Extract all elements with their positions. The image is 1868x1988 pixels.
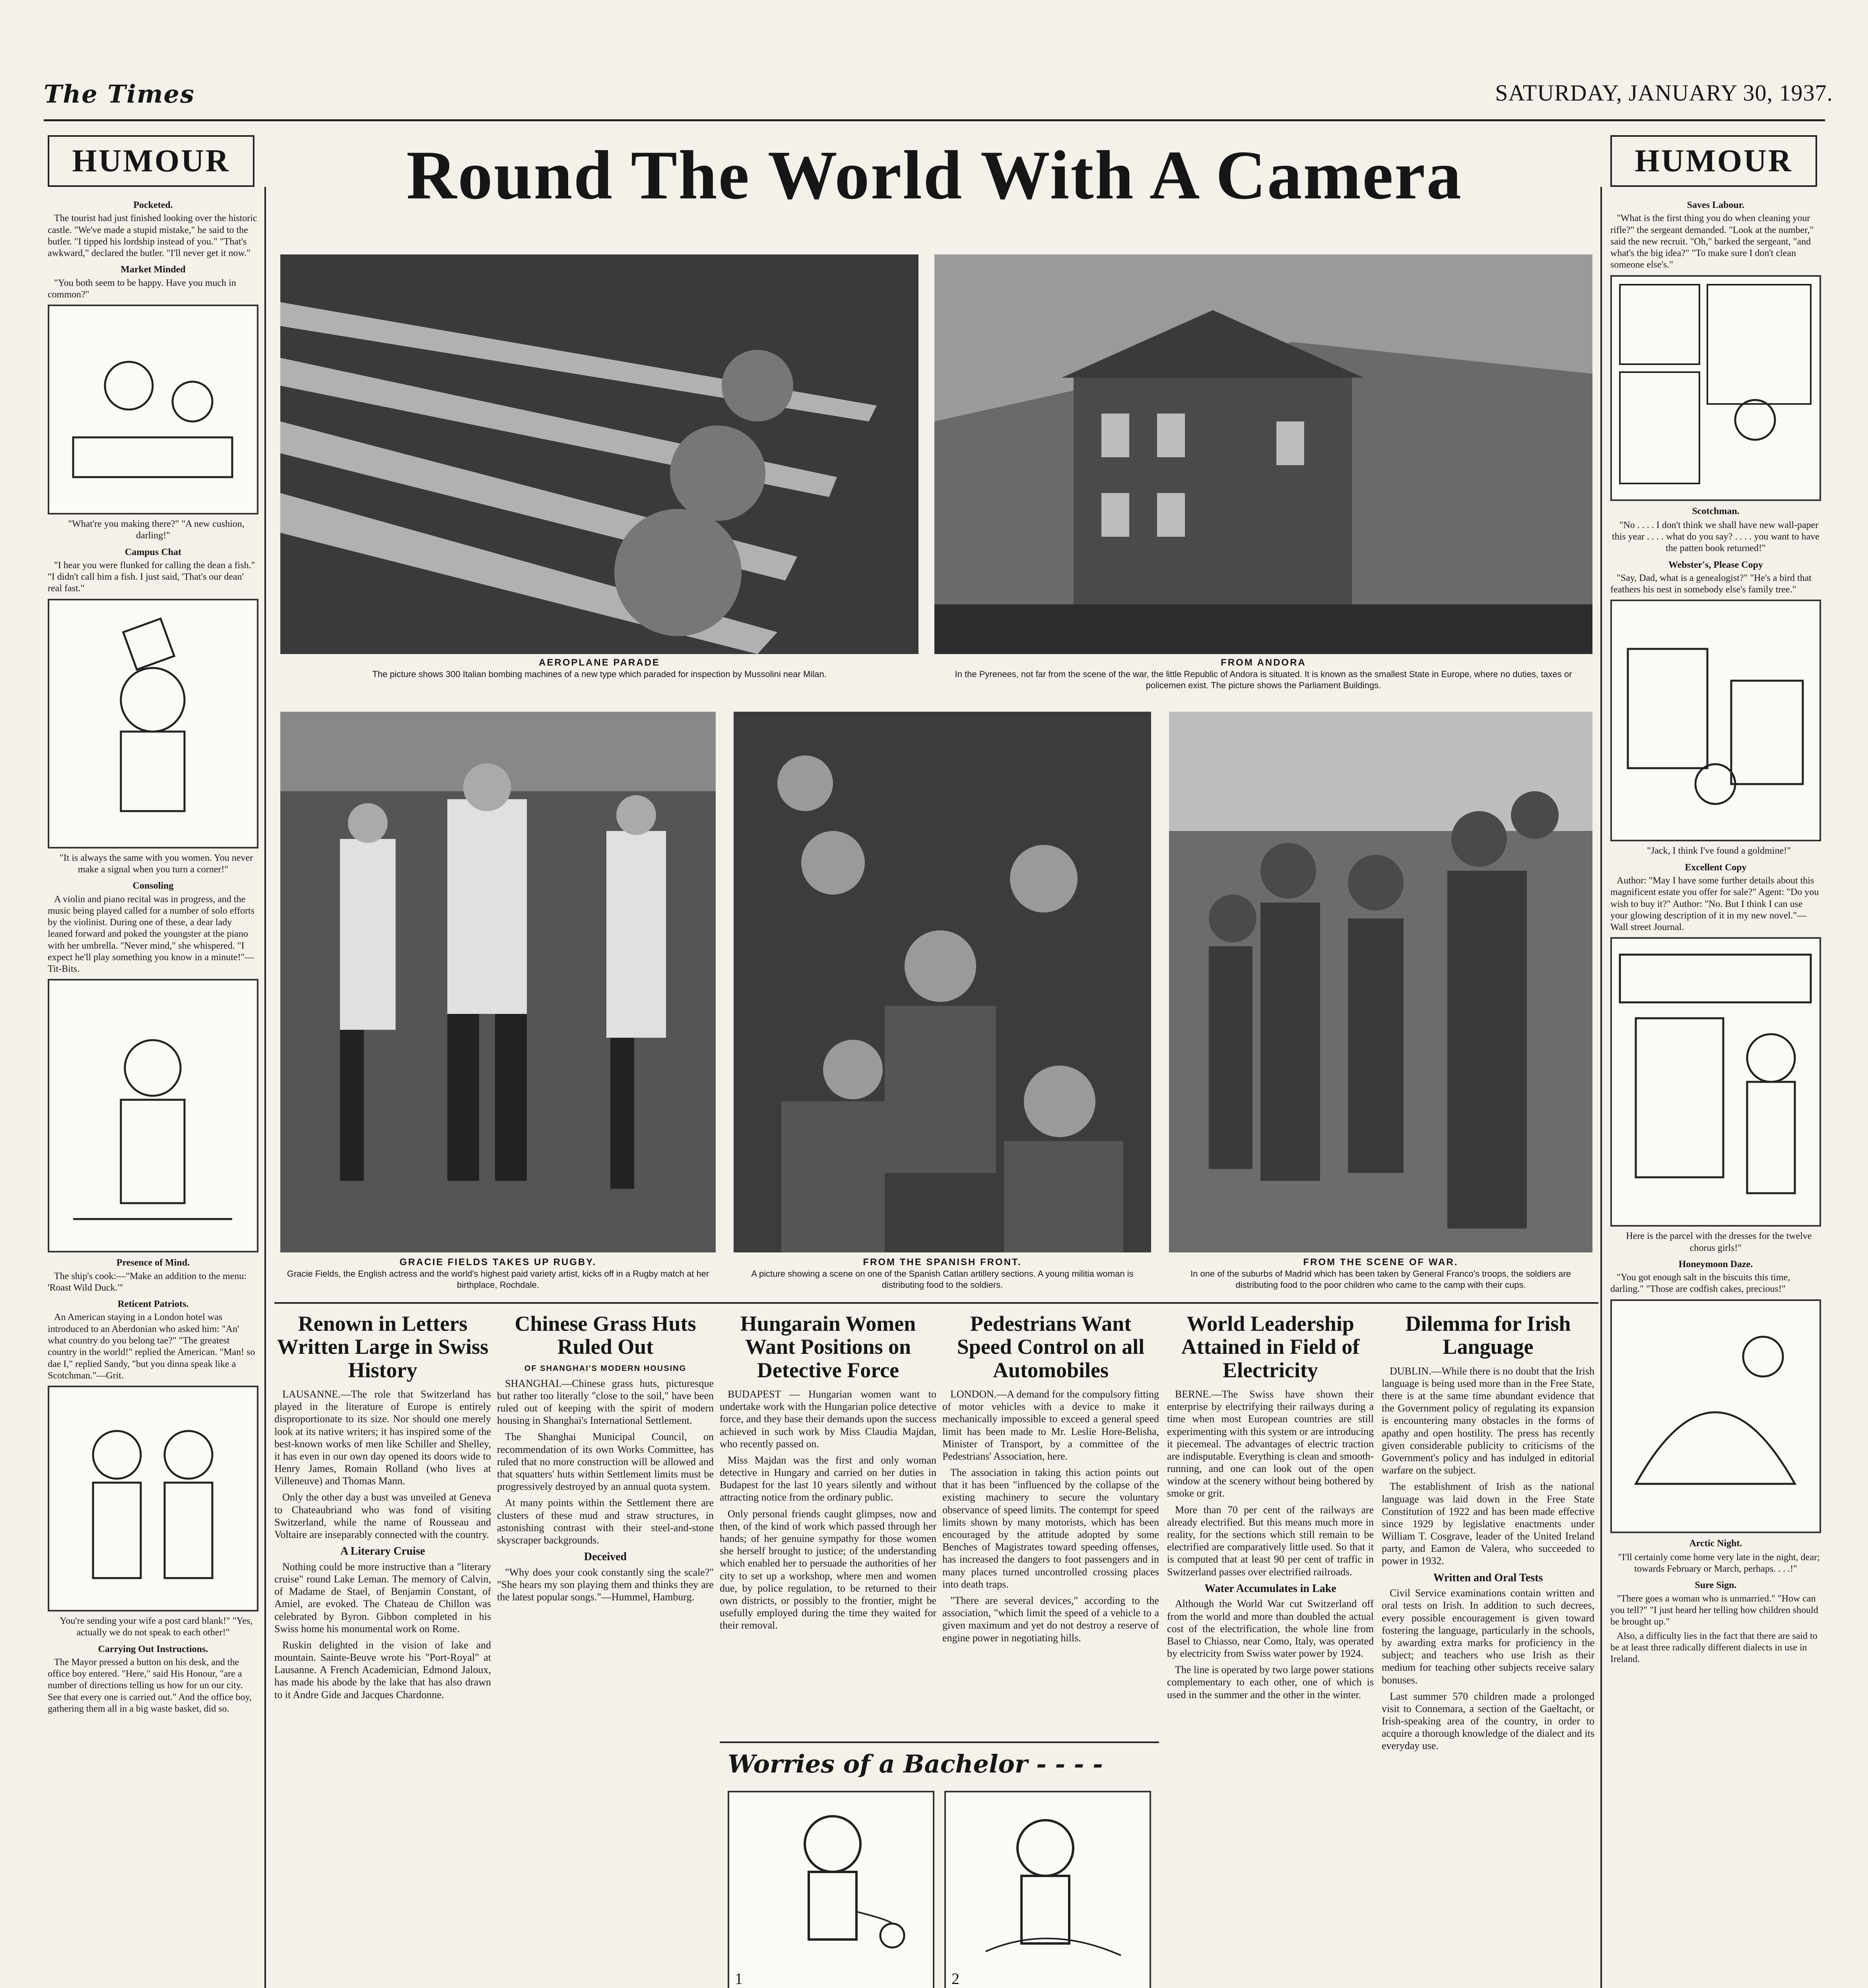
photo-rugby-icon — [280, 712, 716, 1252]
paragraph: BUDAPEST — Hungarian women want to undertake work with the Hungarian police detective force, and they base their demands upon the success achieved in such work by Miss Claudia Majdan, who recently passed on. — [720, 1388, 936, 1450]
joke-text: "What're you making there?" "A new cushion, darling!" — [68, 519, 245, 541]
caption-title: GRACIE FIELDS TAKES UP RUGBY. — [399, 1257, 597, 1268]
joke-title: Webster's, Please Copy — [1668, 559, 1763, 570]
caption-title: AEROPLANE PARADE — [539, 657, 660, 668]
cartoon-wallpaper-icon — [1612, 277, 1819, 496]
photo-spanish-front — [734, 712, 1151, 1252]
cartoon-post-card — [48, 1386, 258, 1611]
joke-text: "Jack, I think I've found a goldmine!" — [1647, 846, 1791, 856]
paragraph: At many points within the Settlement there are clusters of these mud and straw structures, in astonishing contrast with their steel-and-stone skyscraper backgrounds. — [497, 1497, 714, 1546]
cartoon-theatre — [1610, 937, 1821, 1227]
masthead-rule — [44, 119, 1825, 121]
joke-text: "Say, Dad, what is a genealogist?" "He's a bird that feathers his nest in somebody else's family tree." — [1610, 573, 1812, 595]
paragraph: Last summer 570 children made a prolonged visit to Connemara, a section of the Gaeltacht, or Irish-speaking area of the country, in order to acquire a thorough knowledge of the dialect and its everyday use. — [1382, 1690, 1594, 1752]
cartoon-wallpaper — [1610, 275, 1821, 501]
photo-andora — [934, 254, 1592, 654]
humour-column-left — [48, 195, 258, 1988]
article-pedestrians — [942, 1308, 1159, 1738]
joke-text: "No . . . . I don't think we shall have new wall-paper this year . . . . what do you say? . . . . you want to have the patten book returned!" — [1612, 520, 1819, 554]
article-body — [1382, 1365, 1594, 1988]
masthead-date: SATURDAY, JANUARY 30, 1937. — [1495, 80, 1833, 106]
banner-headline: Round The World With A Camera — [406, 136, 1462, 214]
section-label-right: HUMOUR — [1610, 135, 1817, 187]
paragraph: Nothing could be more instructive than a "literary cruise" round Lake Leman. The memory of Calvin, of Madame de Stael, of Benjamin Constant, of Amiel, are evoked. The Chateau de Chillon was celebrated by Byron. Gibbon completed in his Swiss home his monumental work on Rome. — [274, 1561, 491, 1635]
cartoon-igloo-icon — [1612, 1301, 1819, 1528]
caption-body: Gracie Fields, the English actress and the world's highest paid variety artist, kicks off in a Rugby match at her birthplace, Rochdale. — [287, 1269, 709, 1290]
caption-body: A picture showing a scene on one of the Spanish Catlan artillery sections. A young militia woman is distributing food to the soldiers. — [751, 1269, 1134, 1290]
joke-text: You're sending your wife a post card blank!" "Yes, actually we do not speak to each other!" — [60, 1616, 253, 1638]
paragraph: "There are several devices," according to the association, "which limit the speed of a vehicle to a given maximum and yet do not destroy a reserve of engine power in negotiating hills. — [942, 1594, 1159, 1644]
photo-aeroplanes-icon — [280, 254, 918, 654]
cartoon-cook — [48, 979, 258, 1252]
joke-text: The tourist had just finished looking over the historic castle. "We've made a stupid mistake," he said to the butler. "I tipped his lordship instead of you." "That's awkward," declared the butler. "I'll never get it now." — [48, 213, 257, 259]
article-dek: OF SHANGHAI'S MODERN HOUSING — [524, 1364, 687, 1373]
cartoon-signal — [48, 599, 258, 848]
article-electricity — [1167, 1308, 1374, 1988]
photo-children-icon — [1169, 712, 1592, 1252]
article-headline: World Leadership Attained in Field of Electricity — [1181, 1312, 1360, 1382]
joke-title: Honeymoon Daze. — [1678, 1259, 1753, 1270]
panel-number: 2 — [951, 1970, 959, 1988]
joke-title: Campus Chat — [124, 547, 182, 557]
joke-title: Reticent Patriots. — [117, 1299, 189, 1310]
joke-text: A violin and piano recital was in progress, and the music being played called for a number of solo efforts by the violinist. During one of these, a dear lady leaned forward and poked the youngster at the piano with her umbrella. "Never mind," she whispered. "I expect he'll play something you know in a minute!"—Tit-Bits. — [48, 894, 255, 975]
panel-number: 1 — [735, 1970, 743, 1988]
article-body — [942, 1388, 1159, 1730]
article-body — [497, 1377, 714, 1988]
joke-text: "You got enough salt in the biscuits this time, darling." "Those are codfish cakes, precious!" — [1610, 1272, 1790, 1295]
article-irish-language — [1382, 1308, 1594, 1988]
caption-andora — [934, 657, 1592, 689]
masthead-paper: The Times — [44, 80, 195, 109]
section-label-left: HUMOUR — [48, 135, 254, 187]
photo-gracie-fields — [280, 712, 716, 1252]
paragraph: The line is operated by two large power stations complementary to each other, one of which is used in the summer and the other in the winter. — [1167, 1664, 1374, 1701]
joke-text: The Mayor pressed a button on his desk, and the office boy entered. "Here," said His Honour, "are a number of directions telling us how for un our city. See that every one is carried out." And the office boy, gathering them all in a big waste basket, did so. — [48, 1657, 252, 1714]
caption-title: FROM THE SPANISH FRONT. — [863, 1257, 1022, 1268]
comic-panel — [728, 1791, 934, 1988]
cartoon-igloo — [1610, 1299, 1821, 1533]
caption-scene-of-war — [1169, 1256, 1592, 1300]
photo-soldiers-icon — [734, 712, 1151, 1252]
joke-title: Scotchman. — [1692, 506, 1740, 516]
paragraph: Although the World War cut Switzerland off from the world and more than doubled the actual cost of the electrification, the whole line from Basel to Chiasso, near Como, Italy, was operated by electricity from Swiss water power by 1924. — [1167, 1598, 1374, 1660]
joke-text: "I'll certainly come home very late in the night, dear; towards February or March, perhaps. . . .!" — [1618, 1552, 1820, 1574]
paragraph: Only the other day a bust was unveiled at Geneva to Chateaubriand who was fond of visiting Switzerland, while the name of Rousseau and Voltaire are inseparably connected with the country. — [274, 1491, 491, 1540]
caption-body: In one of the suburbs of Madrid which has been taken by General Franco's troops, the soldiers are distributing food to the poor children who came to the camp with their cups. — [1190, 1269, 1571, 1290]
section-rule-articles — [274, 1302, 1598, 1304]
article-headline: Dilemma for Irish Language — [1405, 1312, 1571, 1359]
cartoon-theatre-icon — [1612, 939, 1819, 1222]
photo-aeroplane-parade — [280, 254, 918, 654]
cartoon-bank-icon — [1612, 601, 1819, 837]
comic-title: Worries of a Bachelor - - - - — [728, 1749, 1103, 1778]
paragraph: The Shanghai Municipal Council, on recommendation of its own Works Committee, has ruled that no more construction will be allowed and that squatters' huts within Settlement limits must be progressively destroyed by an annual quota system. — [497, 1431, 714, 1493]
paragraph: The association in taking this action points out that it has been "influenced by the collapse of the existing machinery to secure the voluntary observance of speed limits. The contempt for speed limits shown by many motorists, which has been encouraged by the attitude adopted by some Benches of Magistrates toward speeding offenses, has increased the dangers to foot passengers and in many places turned uncontrolled crossing places into death traps. — [942, 1467, 1159, 1590]
paragraph: DUBLIN.—While there is no doubt that the Irish language is being used more than in the Free State, there is at the same time abundant evidence that the Government policy of regulating its expansion is encountering many obstacles in the forms of apathy and open hostility. The press has recently given considerable publicity to criticisms of the Government's policy and has indulged in editorial warfare on the subject. — [1382, 1365, 1594, 1476]
article-headline: Pedestrians Want Speed Control on all Automobiles — [957, 1312, 1145, 1382]
humour-column-right — [1610, 195, 1821, 1988]
caption-spanish-front — [734, 1256, 1151, 1288]
joke-title: Saves Labour. — [1687, 200, 1745, 210]
article-subhead: A Literary Cruise — [340, 1545, 425, 1558]
joke-title: Pocketed. — [133, 200, 173, 210]
joke-title: Sure Sign. — [1695, 1580, 1737, 1591]
joke-text: Also, a difficulty lies in the fact that there are said to be at least three radically different dialects in use in Ireland. — [1610, 1631, 1818, 1665]
joke-text: "There goes a woman who is unmarried." "How can you tell?" "I just heard her telling how children should be brought up." — [1610, 1593, 1818, 1627]
article-headline: Chinese Grass Huts Ruled Out — [515, 1312, 696, 1359]
article-chinese-grass-huts — [497, 1308, 714, 1988]
paragraph: Ruskin delighted in the vision of lake and mountain. Sainte-Beuve wrote his "Port-Royal" at Lausanne. A French Academician, Edmond Jaloux, has made his abode by the lake that has also drawn to it Andre Gide and Jacques Chardonne. — [274, 1639, 491, 1701]
paragraph: Civil Service examinations contain written and oral tests on Irish. In addition to such decrees, every possible encouragement is given toward fostering the language, particularly in the schools, by awarding extra marks for proficiency in the subject; and teachers who use Irish as their medium for teaching other subjects receive salary bonuses. — [1382, 1587, 1594, 1686]
caption-body: In the Pyrenees, not far from the scene of the war, the little Republic of Andora is situated. It is known as the smallest State in Europe, where no duties, taxes or policemen exist. The picture shows the Parliament Buildings. — [955, 669, 1572, 690]
cartoon-woman-icon — [49, 600, 257, 844]
cartoon-cook-icon — [49, 980, 257, 1248]
joke-title: Excellent Copy — [1685, 862, 1747, 873]
article-subhead: Written and Oral Tests — [1433, 1571, 1543, 1584]
joke-text: Here is the parcel with the dresses for the twelve chorus girls!" — [1626, 1231, 1812, 1253]
joke-text: Author: "May I have some further details about this magnificent estate you offer for sale?" Agent: "Do you wish to buy it?" Author: "No. But I think I can use your glowing description of it in my new novel."—Wall street Journal. — [1610, 875, 1819, 933]
joke-text: "I hear you were flunked for calling the dean a fish." "I didn't call him a fish. I just said, 'That's our dean' real fast." — [48, 560, 255, 594]
caption-body: The picture shows 300 Italian bombing machines of a new type which paraded for inspection by Mussolini near Milan. — [372, 669, 827, 679]
caption-aeroplane-parade — [280, 657, 918, 689]
cartoon-couple-icon — [49, 306, 257, 510]
paragraph: LAUSANNE.—The role that Switzerland has played in the literature of Europe is entirely disproportionate to its size. Nor should one merely look at its native writers; it has inspired some of the best-known works of men like Schiller and Shelley, it has even in our own day opened its doors wide to Henry James, Romain Rolland (who lives at Villeneuve) and Thomas Mann. — [274, 1388, 491, 1487]
bachelor-figure-icon — [946, 1792, 1150, 1967]
cartoon-two-men-icon — [49, 1387, 257, 1607]
article-headline: Renown in Letters Written Large in Swiss History — [277, 1312, 489, 1382]
article-body — [720, 1388, 936, 1730]
cartoon-cushion — [48, 305, 258, 514]
paragraph: More than 70 per cent of the railways are already electrified. But this means much more in reality, for the sections which still remain to be electrified are comparatively little used. So that it is computed that at least 90 per cent of traffic in Switzerland passes over electrified railroads. — [1167, 1504, 1374, 1578]
article-swiss-letters — [274, 1308, 491, 1988]
joke-text: "You both seem to be happy. Have you much in common?" — [48, 278, 236, 300]
column-rule-left — [264, 187, 266, 1988]
paragraph: BERNE.—The Swiss have shown their enterprise by electrifying their railways during a time when most European countries are still experimenting with this system or are introducing it piecemeal. The advantages of electric traction are indisputable. Everything is clean and smooth-running, and one can look out of the open window at the scenery without being bothered by smoke or grit. — [1167, 1388, 1374, 1499]
paragraph: The establishment of Irish as the national language was laid down in the Free State Constitution of 1922 and has been made effective since 1929 by legislative enactments under William T. Cosgrave, leader of the United Ireland party, and Eamon de Valera, who succeeded to power in 1932. — [1382, 1481, 1594, 1567]
caption-title: FROM ANDORA — [1221, 657, 1306, 668]
joke-title: Arctic Night. — [1689, 1538, 1742, 1549]
article-subhead: Deceived — [584, 1551, 627, 1563]
joke-text: An American staying in a London hotel was introduced to an Aberdonian who asked him: "An' what country do you belong tae?" "The greatest country in the world!" replied the American. "Man! so dae I," replied Sandy, "but you dinna speak like a Scotchman."—Grit. — [48, 1312, 255, 1381]
caption-gracie-fields — [280, 1256, 716, 1288]
cartoon-bank — [1610, 600, 1821, 841]
article-headline: Hungarain Women Want Positions on Detective Force — [740, 1312, 916, 1382]
joke-title: Presence of Mind. — [116, 1258, 190, 1268]
article-body — [1167, 1388, 1374, 1988]
article-hungarian-women — [720, 1308, 936, 1738]
paragraph: SHANGHAI.—Chinese grass huts, picturesque but rather too literally "close to the soil," have been ruled out of keeping with the spirit of modern housing in Shanghai's International Settlement. — [497, 1377, 714, 1427]
joke-text: The ship's cook:—"Make an addition to the menu: 'Roast Wild Duck.'" — [48, 1271, 247, 1293]
caption-title: FROM THE SCENE OF WAR. — [1303, 1257, 1458, 1268]
joke-title: Market Minded — [120, 264, 186, 275]
paragraph: Only personal friends caught glimpses, now and then, of the kind of work which passed through her hands; of her genuine sympathy for those women she herself brought to justice; of the understanding which enabled her to persuade the authorities of her city to set up a workshop, where men and women due, by police regulation, to be returned to their own districts, or possibly to the frontier, might be usefully employed during the time they waited for their removal. — [720, 1508, 936, 1631]
joke-text: "It is always the same with you women. You never make a signal when you turn a corner!" — [59, 852, 253, 875]
article-body — [274, 1388, 491, 1988]
joke-text: "What is the first thing you do when cleaning your rifle?" the sergeant demanded. "Look at the number," said the new recruit. "Oh," barked the sergeant, "and what's the big idea?" "To make sure I don't clean someone else's." — [1610, 213, 1814, 270]
photo-andora-building-icon — [934, 254, 1592, 654]
joke-title: Carrying Out Instructions. — [98, 1644, 208, 1654]
paragraph: "Why does your cook constantly sing the scale?" "She hears my son playing them and thinks they are the latest popular songs."—Hummel, Hamburg. — [497, 1566, 714, 1603]
article-subhead: Water Accumulates in Lake — [1204, 1582, 1336, 1595]
photo-scene-of-war — [1169, 712, 1592, 1252]
joke-title: Consoling — [132, 881, 174, 891]
comic-worries-of-a-bachelor — [720, 1741, 1159, 1988]
paragraph: Miss Majdan was the first and only woman detective in Hungary and carried on her duties in Budapest for the last 10 years silently and without attracting notice from the ordinary public. — [720, 1454, 936, 1503]
paragraph: LONDON.—A demand for the compulsory fitting of motor vehicles with a device to make it mechanically impossible to exceed a general speed limit has been made to Mr. Leslie Hore-Belisha, Minister of Transport, by a committee of the Pedestrians' Association, here. — [942, 1388, 1159, 1462]
bachelor-figure-icon — [729, 1792, 933, 1967]
column-rule-right — [1600, 187, 1602, 1988]
comic-panel — [944, 1791, 1151, 1988]
